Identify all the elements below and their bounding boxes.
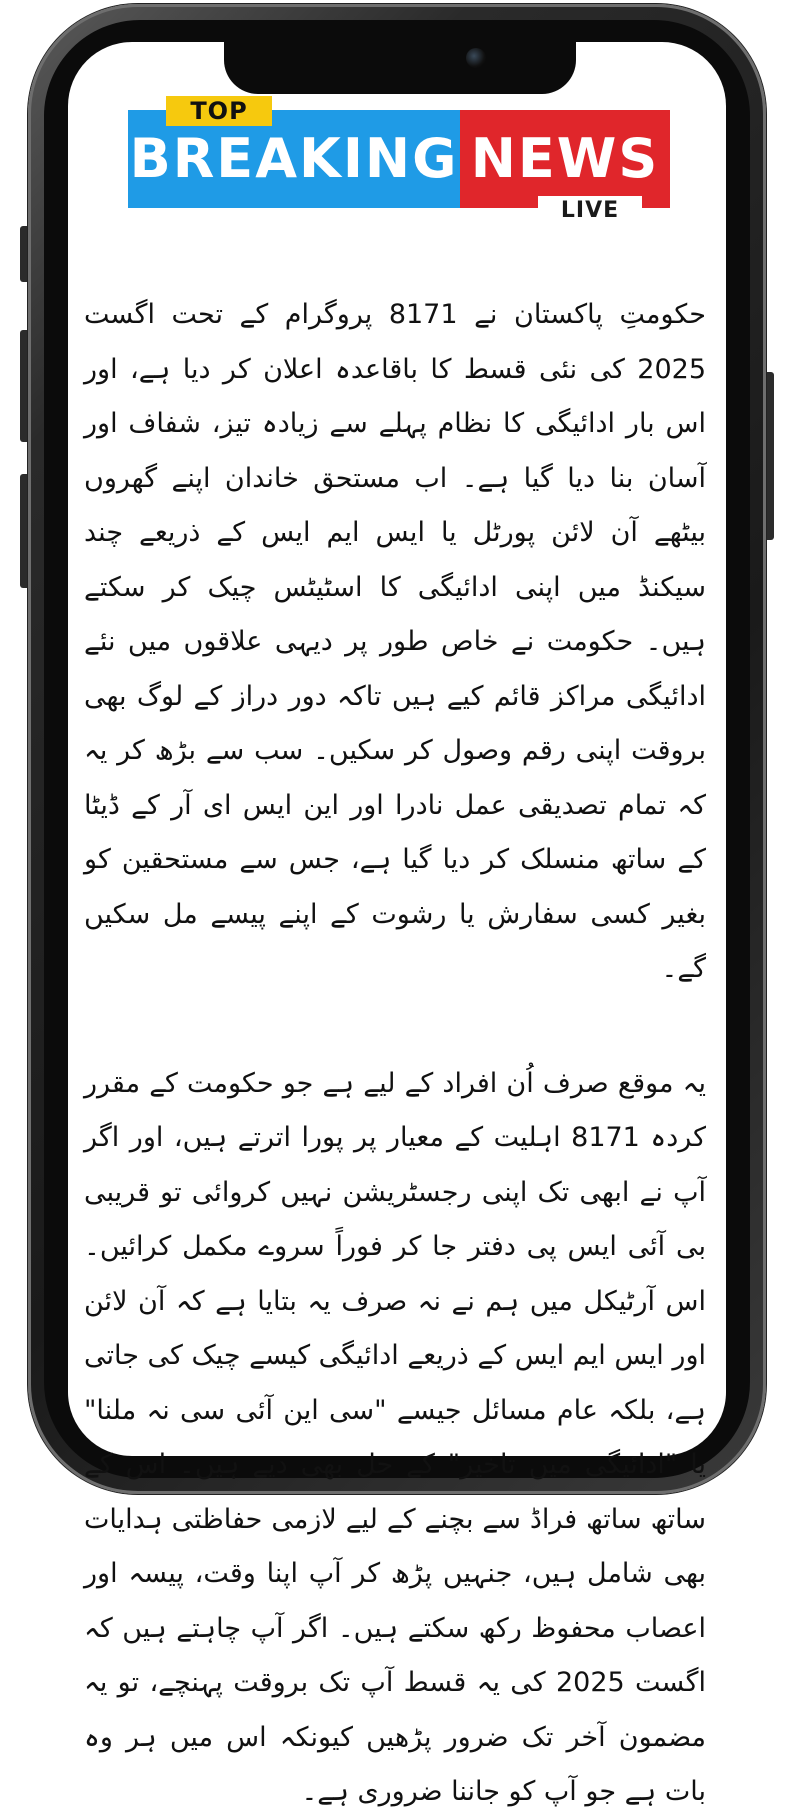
banner-top-label: TOP [166,96,272,126]
breaking-news-banner [128,96,670,228]
banner-live-label: LIVE [538,196,642,226]
banner-breaking-label: BREAKING [128,110,460,208]
article-paragraph-1: حکومتِ پاکستان نے 8171 پروگرام کے تحت اگست 2025 کی نئی قسط کا باقاعدہ اعلان کر دیا ہے، اور اس بار ادائیگی کا نظام پہلے سے زیادہ تیز، شفاف اور آسان بنا دیا گیا ہے۔ اب مستحق خاندان اپنے گھروں بیٹھے آن لائن پورٹل یا ایس ایم ایس کے ذریعے چند سیکنڈ میں اپنی ادائیگی کا اسٹیٹس چیک کر سکتے ہیں۔ حکومت نے خاص طور پر دیہی علاقوں میں نئے ادائیگی مراکز قائم کیے ہیں تاکہ دور دراز کے لوگ بھی بروقت اپنی رقم وصول کر سکیں۔ سب سے بڑھ کر یہ کہ تمام تصدیقی عمل نادرا اور این ایس ای آر کے ڈیٹا کے ساتھ منسلک کر دیا گیا ہے، جس سے مستحقین کو بغیر کسی سفارش یا رشوت کے اپنے پیسے مل سکیں گے۔ [84,299,706,984]
banner-news-label: NEWS [460,110,670,208]
article-paragraph-2: یہ موقع صرف اُن افراد کے لیے ہے جو حکومت کے مقرر کردہ 8171 اہلیت کے معیار پر پورا اترتے ہیں، اور اگر آپ نے ابھی تک اپنی رجسٹریشن نہیں کروائی تو قریبی بی آئی ایس پی دفتر جا کر فوراً سروے مکمل کرائیں۔ اس آرٹیکل میں ہم نے نہ صرف یہ بتایا ہے کہ آن لائن اور ایس ایم ایس کے ذریعے ادائیگی کیسے چیک کی جاتی ہے، بلکہ عام مسائل جیسے "سی این آئی سی نہ ملنا" یا "ادائیگی میں تاخیر" کے حل بھی دیے ہیں۔ اس کے ساتھ ساتھ فراڈ سے بچنے کے لیے لازمی حفاظتی ہدایات بھی شامل ہیں، جنہیں پڑھ کر آپ اپنا وقت، پیسہ اور اعصاب محفوظ رکھ سکتے ہیں۔ اگر آپ چاہتے ہیں کہ اگست 2025 کی یہ قسط آپ تک بروقت پہنچے، تو یہ مضمون آخر تک ضرور پڑھیں کیونکہ اس میں ہر وہ بات ہے جو آپ کو جاننا ضروری ہے۔ [84,1067,706,1807]
phone-notch [224,42,576,94]
article-body [84,288,706,1820]
front-camera-icon [466,48,486,68]
